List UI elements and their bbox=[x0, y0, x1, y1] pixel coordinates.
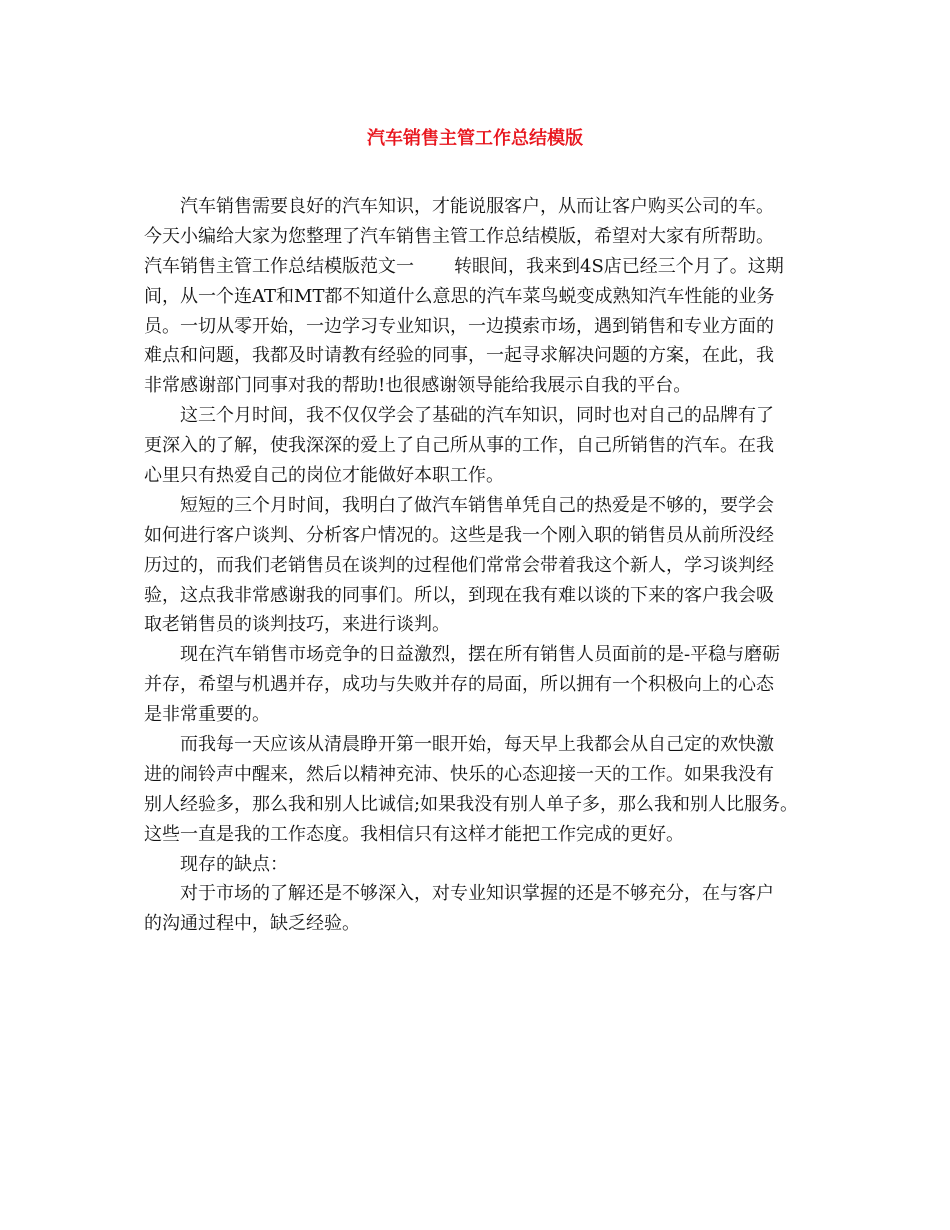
text-line: 间，从一个连AT和MT都不知道什么意思的汽车菜鸟蜕变成熟知汽车性能的业务 bbox=[144, 285, 775, 307]
text-line: 心里只有热爱自己的岗位才能做好本职工作。 bbox=[144, 465, 504, 487]
text-line: 历过的，而我们老销售员在谈判的过程他们常常会带着我这个新人，学习谈判经 bbox=[144, 554, 774, 576]
text-line: 今天小编给大家为您整理了汽车销售主管工作总结模版，希望对大家有所帮助。 bbox=[144, 225, 774, 247]
text-line: 更深入的了解，使我深深的爱上了自己所从事的工作，自己所销售的汽车。在我 bbox=[144, 435, 774, 457]
text-line: 的沟通过程中，缺乏经验。 bbox=[144, 913, 360, 935]
text-line: 如何进行客户谈判、分析客户情况的。这些是我一个刚入职的销售员从前所没经 bbox=[144, 524, 774, 546]
text-line: 取老销售员的谈判技巧，来进行谈判。 bbox=[144, 614, 450, 636]
text-line: 现存的缺点： bbox=[180, 853, 288, 875]
text-line: 现在汽车销售市场竞争的日益激烈，摆在所有销售人员面前的是-平稳与磨砺 bbox=[180, 644, 781, 666]
text-line: 这三个月时间，我不仅仅学会了基础的汽车知识，同时也对自己的品牌有了 bbox=[180, 405, 774, 427]
text-run: 转眼间，我来到4S店已经三个月了。这期 bbox=[454, 255, 784, 277]
text-line: 别人经验多，那么我和别人比诚信;如果我没有别人单子多，那么我和别人比服务。 bbox=[144, 793, 799, 815]
text-line: 短短的三个月时间，我明白了做汽车销售单凭自己的热爱是不够的，要学会 bbox=[180, 494, 774, 516]
text-line: 是非常重要的。 bbox=[144, 704, 270, 726]
document-body bbox=[144, 192, 824, 939]
text-line: 验，这点我非常感谢我的同事们。所以，到现在我有难以谈的下来的客户我会吸 bbox=[144, 584, 774, 606]
document-title: 汽车销售主管工作总结模版 bbox=[367, 128, 583, 149]
text-line: 难点和问题，我都及时请教有经验的同事，一起寻求解决问题的方案，在此，我 bbox=[144, 345, 774, 367]
text-line: 而我每一天应该从清晨睁开第一眼开始，每天早上我都会从自己定的欢快激 bbox=[180, 734, 774, 756]
text-line: 并存，希望与机遇并存，成功与失败并存的局面，所以拥有一个积极向上的心态 bbox=[144, 674, 774, 696]
text-line: 对于市场的了解还是不够深入，对专业知识掌握的还是不够充分，在与客户 bbox=[180, 883, 774, 905]
section-heading: 汽车销售主管工作总结模版范文一 bbox=[144, 255, 414, 277]
text-line: 汽车销售需要良好的汽车知识，才能说服客户，从而让客户购买公司的车。 bbox=[180, 196, 774, 217]
text-line: 这些一直是我的工作态度。我相信只有这样才能把工作完成的更好。 bbox=[144, 823, 684, 845]
text-line: 非常感谢部门同事对我的帮助!也很感谢领导能给我展示自我的平台。 bbox=[144, 375, 692, 397]
text-line bbox=[144, 252, 824, 282]
text-line: 进的闹铃声中醒来，然后以精神充沛、快乐的心态迎接一天的工作。如果我没有 bbox=[144, 763, 774, 785]
text-line: 员。一切从零开始，一边学习专业知识，一边摸索市场，遇到销售和专业方面的 bbox=[144, 315, 774, 337]
